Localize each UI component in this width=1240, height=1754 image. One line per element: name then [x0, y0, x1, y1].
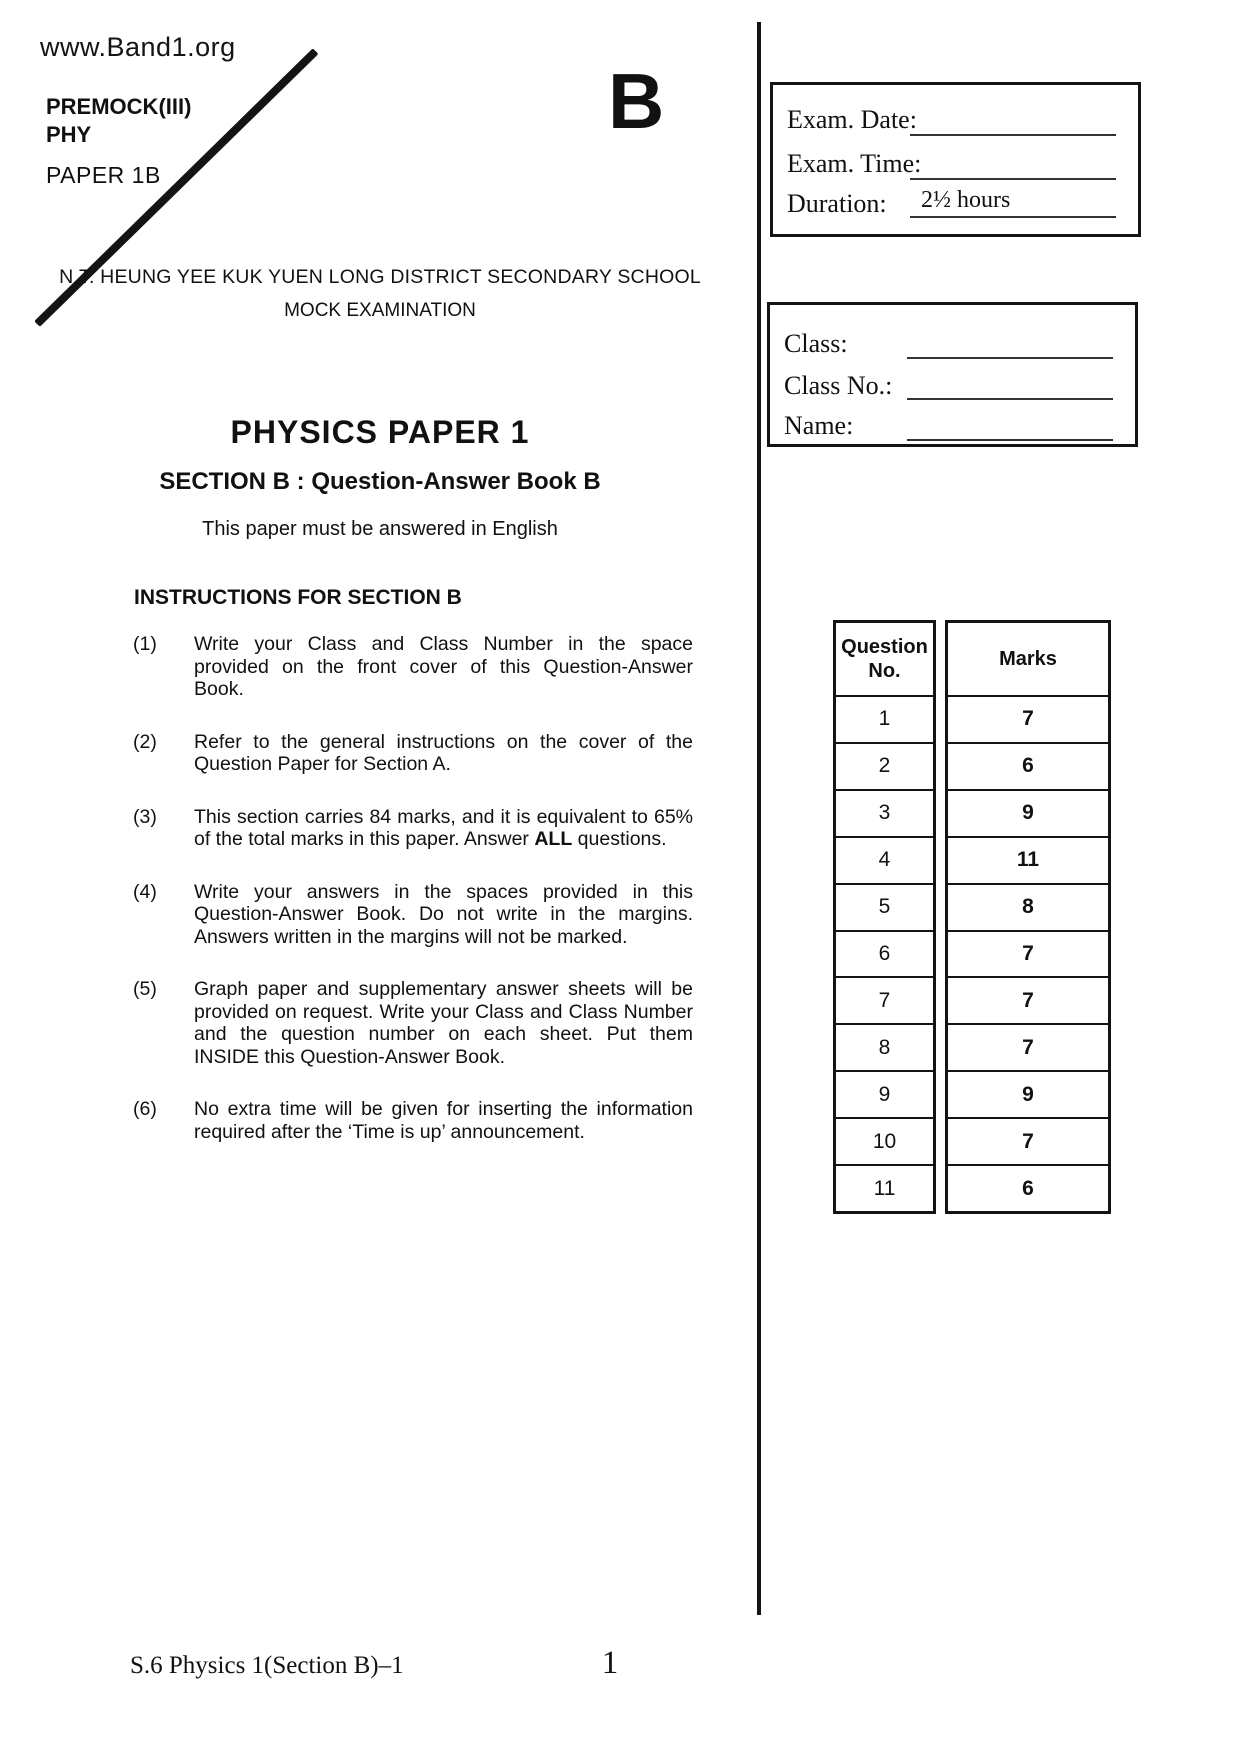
name-blank	[907, 439, 1113, 441]
question-no-cell: 1	[836, 695, 933, 742]
book-letter: B	[608, 57, 665, 145]
question-no-header: Question No.	[841, 636, 928, 682]
language-note: This paper must be answered in English	[202, 518, 558, 540]
marks-cell: 9	[948, 1070, 1108, 1117]
question-no-cell: 4	[836, 836, 933, 883]
duration-blank	[910, 216, 1116, 218]
exam-date-blank	[910, 134, 1116, 136]
instruction-item	[133, 731, 693, 776]
instruction-item	[133, 806, 693, 851]
question-no-cell: 8	[836, 1023, 933, 1070]
instruction-item	[133, 978, 693, 1068]
marks-cell: 7	[948, 976, 1108, 1023]
paper-title: PHYSICS PAPER 1	[230, 414, 530, 450]
instruction-number: (4)	[133, 880, 157, 903]
marks-cell: 7	[948, 1023, 1108, 1070]
question-no-cell: 9	[836, 1070, 933, 1117]
marks-header: Marks	[999, 648, 1057, 670]
student-info-box	[767, 302, 1138, 447]
instruction-number: (2)	[133, 730, 157, 753]
question-no-cell: 10	[836, 1117, 933, 1164]
class-blank	[907, 357, 1113, 359]
marks-table-marks-column	[945, 620, 1111, 1214]
duration-value: 2½ hours	[921, 187, 1011, 213]
marks-cell: 7	[948, 930, 1108, 977]
class-label: Class:	[784, 329, 848, 358]
premock-label: PREMOCK(III)	[46, 94, 192, 119]
question-no-cell: 2	[836, 742, 933, 789]
marks-cell: 6	[948, 742, 1108, 789]
paper-number-label: PAPER 1B	[46, 162, 161, 188]
instruction-item	[133, 1098, 693, 1143]
instructions-heading: INSTRUCTIONS FOR SECTION B	[134, 586, 462, 609]
class-no-blank	[907, 398, 1113, 400]
marks-cell: 7	[948, 1117, 1108, 1164]
marks-table-question-column	[833, 620, 936, 1214]
watermark-url: www.Band1.org	[40, 32, 236, 62]
class-no-label: Class No.:	[784, 371, 893, 400]
instruction-number: (6)	[133, 1098, 157, 1120]
footer-document-reference: S.6 Physics 1(Section B)–1	[130, 1652, 404, 1679]
name-label: Name:	[784, 411, 854, 440]
school-name: N.T. HEUNG YEE KUK YUEN LONG DISTRICT SECONDARY SCHOOL	[59, 266, 701, 288]
instruction-text: Graph paper and supplementary answer sheets will be provided on request. Write your Class and Class Number and the question number on each sheet. Put them INSIDE this Question-Answer Book.	[194, 978, 693, 1068]
subject-code-label: PHY	[46, 122, 92, 147]
marks-cell: 8	[948, 883, 1108, 930]
section-title: SECTION B : Question-Answer Book B	[159, 468, 601, 495]
instruction-text: Write your Class and Class Number in the space provided on the front cover of this Question-Answer Book.	[194, 633, 693, 700]
exam-name: MOCK EXAMINATION	[284, 300, 476, 321]
instruction-text: Write your answers in the spaces provided in this Question-Answer Book. Do not write in the margins. Answers written in the margins will not be marked.	[194, 880, 693, 948]
instruction-item	[133, 881, 693, 949]
exam-date-label: Exam. Date:	[787, 105, 917, 134]
exam-time-label: Exam. Time:	[787, 149, 922, 178]
marks-cell: 7	[948, 695, 1108, 742]
instruction-text: No extra time will be given for inserting the information required after the ‘Time is up’ announcement.	[194, 1098, 693, 1143]
marks-cell: 11	[948, 836, 1108, 883]
question-no-cell: 6	[836, 930, 933, 977]
exam-time-blank	[910, 178, 1116, 180]
instruction-number: (3)	[133, 805, 157, 828]
marks-cell: 6	[948, 1164, 1108, 1211]
marks-cell: 9	[948, 789, 1108, 836]
instructions-list	[133, 633, 693, 1173]
footer-page-number: 1	[601, 1645, 619, 1681]
instruction-item	[133, 633, 693, 701]
question-no-cell: 3	[836, 789, 933, 836]
instruction-number: (5)	[133, 978, 157, 1000]
vertical-divider-line	[757, 22, 761, 1615]
duration-label: Duration:	[787, 189, 887, 218]
question-no-cell: 5	[836, 883, 933, 930]
question-no-cell: 7	[836, 976, 933, 1023]
instruction-text: Refer to the general instructions on the cover of the Question Paper for Section A.	[194, 730, 693, 775]
paper-code-block	[46, 96, 191, 187]
instruction-text: This section carries 84 marks, and it is equivalent to 65% of the total marks in this paper. Answer ALL questions.	[194, 805, 693, 850]
exam-info-box	[770, 82, 1141, 237]
question-no-cell: 11	[836, 1164, 933, 1211]
instruction-number: (1)	[133, 633, 157, 655]
